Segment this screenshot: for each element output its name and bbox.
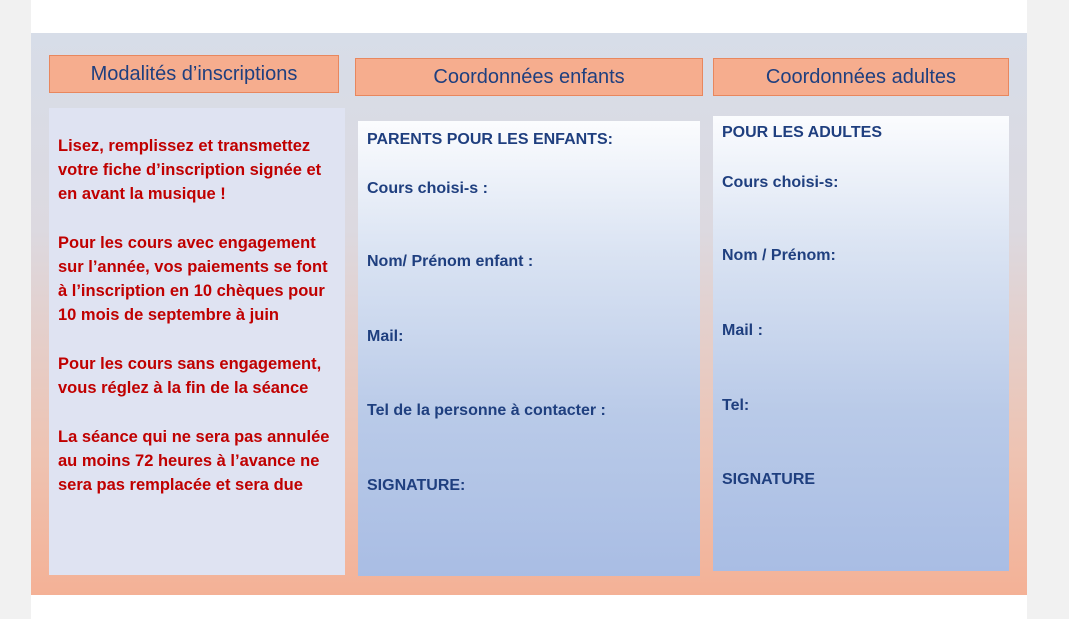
header-enfants	[355, 58, 703, 96]
adultes-form-title: POUR LES ADULTES	[722, 124, 883, 141]
adultes-form-panel	[713, 116, 1009, 571]
field-signature: SIGNATURE	[722, 471, 816, 488]
field-nom-prenom: Nom / Prénom:	[722, 247, 836, 264]
enfants-form-panel	[358, 121, 700, 576]
modalites-panel	[49, 108, 345, 575]
rule-paragraph: Pour les cours sans engagement, vous réglez à la fin de la séance	[58, 355, 322, 397]
header-adultes	[713, 58, 1009, 96]
field-tel-contact: Tel de la personne à contacter :	[367, 402, 606, 419]
field-cours-choisis: Cours choisi-s :	[367, 180, 488, 197]
field-mail: Mail:	[367, 328, 404, 345]
field-nom-prenom-enfant: Nom/ Prénom enfant :	[367, 253, 534, 270]
field-mail: Mail :	[722, 322, 763, 339]
header-modalites-label: Modalités d’inscriptions	[90, 62, 298, 85]
rule-paragraph: Pour les cours avec engagement sur l’année, vos paiements se font à l’inscription en 10 chèques pour 10 mois de septembre à juin	[58, 234, 328, 324]
field-cours-choisis: Cours choisi-s:	[722, 174, 839, 191]
header-adultes-label: Coordonnées adultes	[765, 65, 957, 88]
rule-paragraph: Lisez, remplissez et transmettez votre fiche d’inscription signée et en avant la musique !	[58, 137, 322, 203]
header-enfants-label: Coordonnées enfants	[433, 65, 625, 88]
registration-slide	[31, 33, 1027, 595]
field-tel: Tel:	[722, 397, 750, 414]
rule-paragraph: La séance qui ne sera pas annulée au moins 72 heures à l’avance ne sera pas remplacée et sera due	[58, 428, 330, 494]
field-signature: SIGNATURE:	[367, 477, 466, 494]
enfants-form-title: PARENTS POUR LES ENFANTS:	[367, 131, 613, 148]
header-modalites	[49, 55, 339, 93]
